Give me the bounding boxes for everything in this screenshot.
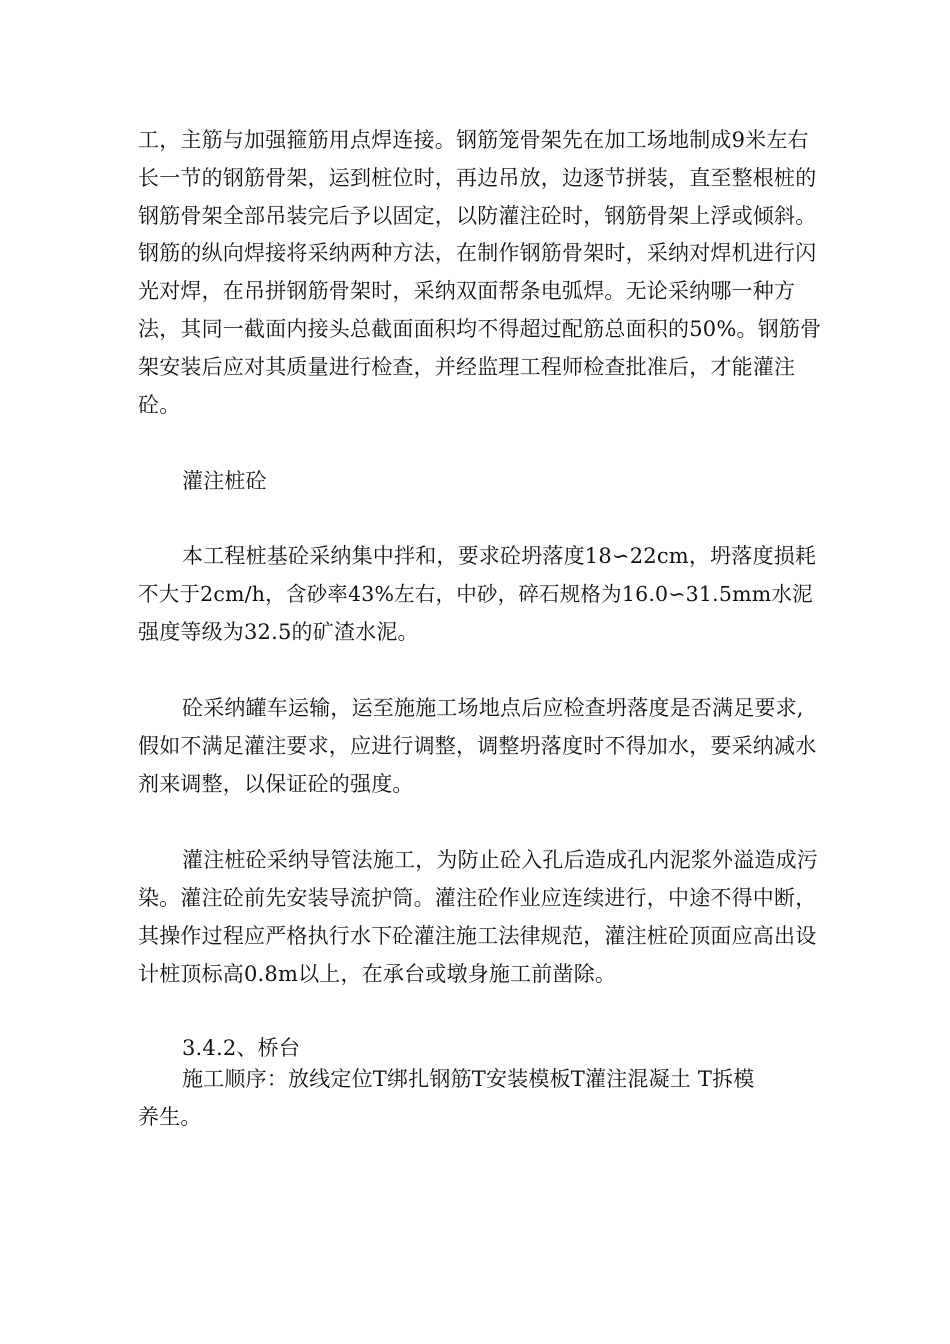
section-heading: 3.4.2、桥台: [182, 1036, 301, 1060]
text-line: 钢筋骨架全部吊装完后予以固定，以防灌注砼时，钢筋骨架上浮或倾斜。: [138, 204, 817, 228]
text-line: 灌注桩砼采纳导管法施工，为防止砼入孔后造成孔内泥浆外溢造成污: [182, 848, 818, 872]
text-line: 假如不满足灌注要求，应进行调整，调整坍落度时不得加水，要采纳减水: [138, 734, 817, 758]
text-line: 强度等级为32.5的矿渣水泥。: [138, 620, 419, 644]
text-line: 计桩顶标高0.8m以上，在承台或墩身施工前凿除。: [138, 962, 617, 986]
text-line: 施工顺序：放线定位T绑扎钢筋T安装模板T灌注混凝土 T拆模: [182, 1067, 755, 1091]
section-subheading: 灌注桩砼: [182, 469, 267, 493]
text-line: 砼采纳罐车运输，运至施施工场地点后应检查坍落度是否满足要求,: [182, 696, 804, 720]
text-line: 染。灌注砼前先安装导流护筒。灌注砼作业应连续进行，中途不得中断，: [138, 886, 817, 910]
text-line: 其操作过程应严格执行水下砼灌注施工法律规范，灌注桩砼顶面应高出设: [138, 924, 817, 948]
text-line: 工，主筋与加强箍筋用点焊连接。钢筋笼骨架先在加工场地制成9米左右: [138, 128, 809, 152]
text-line: 架安装后应对其质量进行检查，并经监理工程师检查批准后，才能灌注: [138, 355, 796, 379]
text-line: 光对焊，在吊拼钢筋骨架时，采纳双面帮条电弧焊。无论采纳哪一种方: [138, 279, 796, 303]
text-line: 本工程桩基砼采纳集中拌和，要求砼坍落度18∽22cm，坍落度损耗: [182, 544, 817, 568]
text-line: 长一节的钢筋骨架，运到桩位时，再边吊放，边逐节拼装，直至整根桩的: [138, 166, 817, 190]
text-line: 钢筋的纵向焊接将采纳两种方法，在制作钢筋骨架时，采纳对焊机进行闪: [138, 241, 817, 265]
text-line: 法，其同一截面内接头总截面面积均不得超过配筋总面积的50%。钢筋骨: [138, 317, 822, 341]
text-line: 剂来调整，以保证砼的强度。: [138, 772, 414, 796]
text-line: 砼。: [138, 393, 181, 417]
text-line: 养生。: [138, 1105, 202, 1129]
text-line: 不大于2cm/h，含砂率43%左右，中砂，碎石规格为16.0∽31.5mm水泥: [138, 582, 813, 606]
